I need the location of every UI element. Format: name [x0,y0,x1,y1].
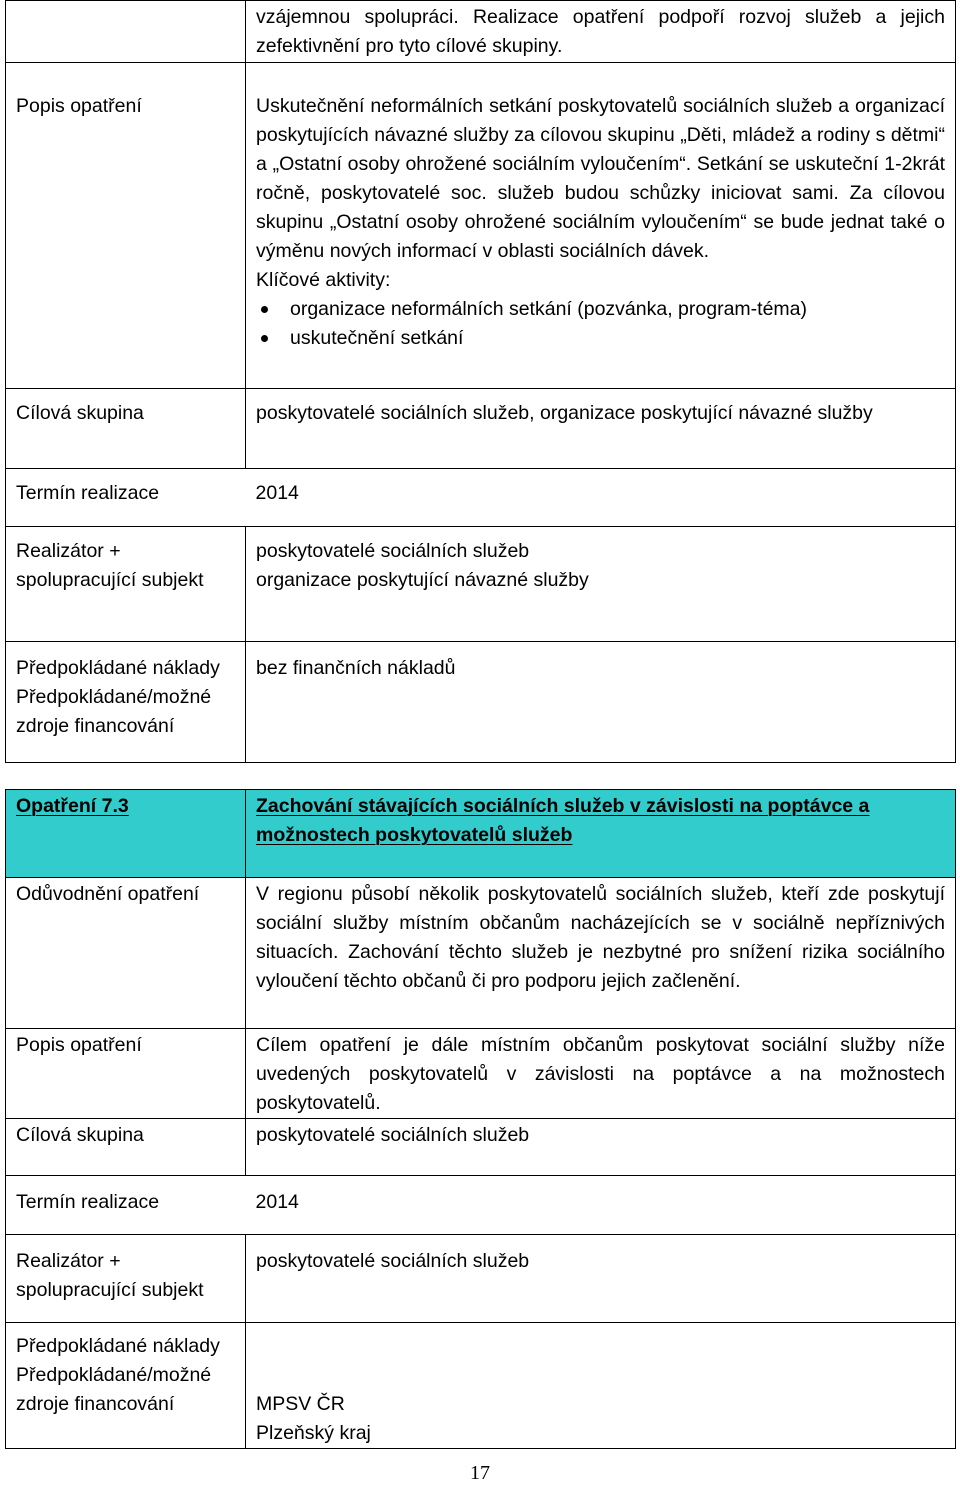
activity-item: uskutečnění setkání [290,324,945,353]
cilova2-text: poskytovatelé sociálních služeb [246,1119,956,1176]
realizator-row [6,527,956,642]
intro-label-cell [6,1,246,63]
realizator2-row [6,1235,956,1323]
termin2-row [6,1176,956,1235]
zdroje2-label: Předpokládané/možné zdroje financování [16,1364,212,1415]
realizator-line: organizace poskytující návazné služby [256,569,589,591]
realizator2-label: Realizátor + spolupracující subjekt [6,1235,246,1323]
opatreni-label [6,790,246,878]
popis-text: Uskutečnění neformálních setkání poskytovatelů sociálních služeb a organizací poskytujících návazné služby za cílovou skupinu „Děti, mládež a rodiny s dětmi“ a „Ostatní osoby ohrožené sociálním vyloučením“. Setkání se uskuteční 1-2krát ročně, poskytovatelé soc. služeb budou schůzky iniciovat sami. Za cílovou skupinu „Ostatní osoby ohrožené sociálním vyloučením“ se bude jednat také o výměnu nových informací v oblasti sociálních dávek. [256,95,945,262]
opatreni-title [246,790,956,878]
activity-item: organizace neformálních setkání (pozvánka, program-téma) [290,295,945,324]
termin2-label: Termín realizace [6,1176,246,1235]
naklady-zdroje-value-cell [246,642,956,763]
opatreni-title-text: Zachování stávajících sociálních služeb v závislosti na poptávce a možnostech poskytovatelů služeb [256,795,870,846]
naklady-zdroje2-row [6,1323,956,1449]
popis2-label: Popis opatření [6,1029,246,1119]
cilova-text: poskytovatelé sociálních služeb, organizace poskytující návazné služby [246,389,956,469]
termin-row [6,469,956,527]
naklady2-label: Předpokládané náklady [16,1335,220,1357]
naklady-zdroje2-label-cell [6,1323,246,1449]
intro-row [6,1,956,63]
zdroje-label: Předpokládané/možné zdroje financování [16,686,212,737]
intro-text: vzájemnou spolupráci. Realizace opatření podpoří rozvoj služeb a jejich zefektivnění pro tyto cílové skupiny. [246,1,956,63]
termin-label: Termín realizace [6,469,246,527]
measure-table-7-2 [5,0,956,763]
naklady-zdroje-row [6,642,956,763]
termin-value: 2014 [246,469,956,527]
zdroje2-line: Plzeňský kraj [256,1422,371,1444]
termin2-value: 2014 [246,1176,956,1235]
cilova2-row [6,1119,956,1176]
opatreni-header-row [6,790,956,878]
oduvodneni-label: Odůvodnění opatření [6,878,246,1029]
activities-list [256,295,945,353]
naklady2-value [256,1332,945,1390]
popis-label: Popis opatření [6,63,246,389]
oduvodneni-row [6,878,956,1029]
realizator-line: poskytovatelé sociálních služeb [256,540,530,562]
realizator-cell [246,527,956,642]
popis2-row [6,1029,956,1119]
popis2-text: Cílem opatření je dále místním občanům poskytovat sociální služby níže uvedených poskytovatelů v závislosti na poptávce a na možnostech poskytovatelů. [246,1029,956,1119]
cilova-label: Cílová skupina [6,389,246,469]
naklady-value: bez finančních nákladů [256,657,456,679]
realizator2-text: poskytovatelé sociálních služeb [246,1235,956,1323]
popis-row [6,63,956,389]
oduvodneni-text: V regionu působí několik poskytovatelů sociálních služeb, kteří zde poskytují sociální služby místním občanům nacházejících se v sociálně nepříznivých situacích. Zachování těchto služeb je nezbytné pro snížení rizika sociálního vyloučení těchto občanů či pro podporu jejich začlenění. [246,878,956,1029]
naklady-zdroje2-value-cell [246,1323,956,1449]
realizator-label: Realizátor + spolupracující subjekt [6,527,246,642]
cilova-row [6,389,956,469]
popis-cell [246,63,956,389]
naklady-zdroje-label-cell [6,642,246,763]
zdroje2-line: MPSV ČR [256,1393,345,1415]
activities-label: Klíčové aktivity: [256,269,391,291]
measure-table-7-3 [5,789,956,1449]
cilova2-label: Cílová skupina [6,1119,246,1176]
opatreni-label-text: Opatření 7.3 [16,795,129,817]
page-number: 17 [470,1462,490,1484]
naklady-label: Předpokládané náklady [16,657,220,679]
